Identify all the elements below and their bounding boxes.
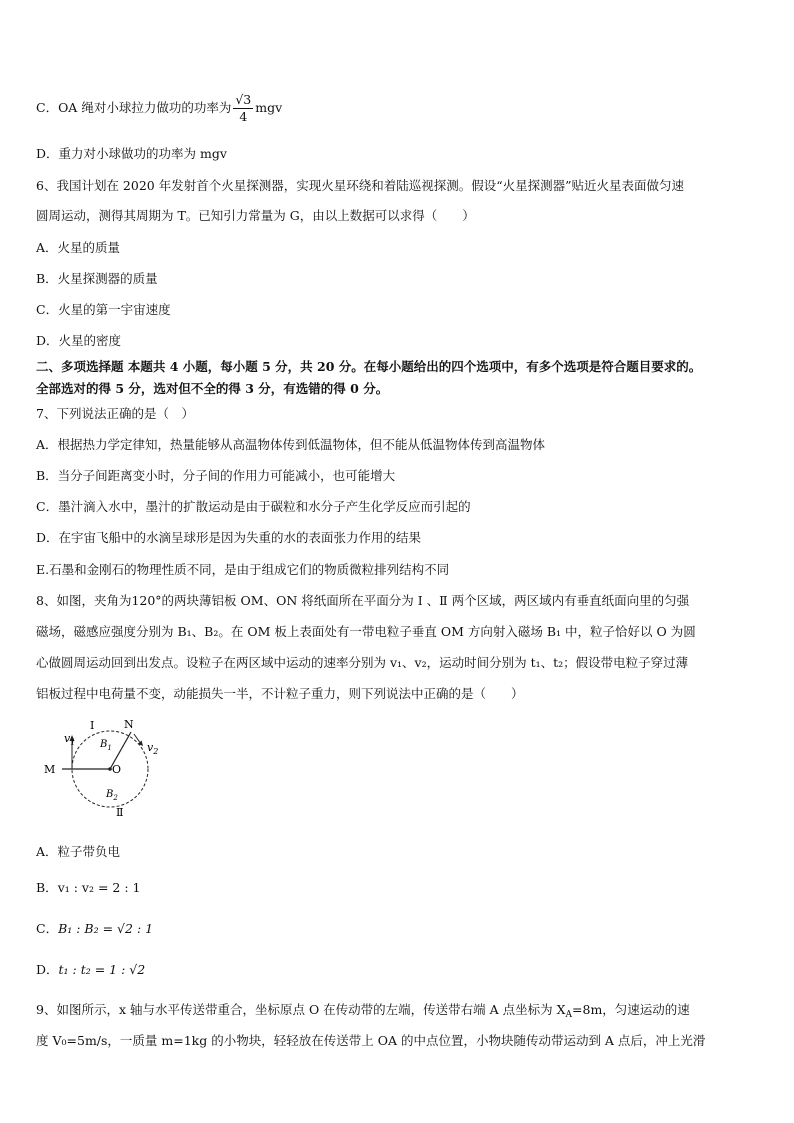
q5-option-c-suffix: mgv [255,100,283,115]
q8-option-a: A．粒子带负电 [36,844,121,859]
q8-option-c [36,921,153,937]
fraction-numerator: √3 [235,92,252,107]
region-i-label: Ⅰ [90,719,95,732]
q8-stem-line4: 铝板过程中电荷量不变，动能损失一半，不计粒子重力，则下列说法中正确的是（ ） [36,686,524,701]
q5-option-c-fraction [233,92,253,125]
option-b-formula: v₁ : v₂ = 2 : 1 [57,880,141,895]
v2-label: $v_2$ [147,741,159,756]
fraction-denominator: 4 [239,109,248,124]
q7-stem: 7、下列说法正确的是（ ） [36,406,194,421]
q5-option-d: D．重力对小球做功的功率为 mgv [36,146,227,161]
q7-option-e: E.石墨和金刚石的物理性质不同，是由于组成它们的物质微粒排列结构不同 [36,562,450,577]
q6-option-d: D．火星的密度 [36,333,122,348]
q9-stem-line1-rest: =8m，匀速运动的速 [572,1002,690,1017]
v1-label: $v_1$ [64,732,76,747]
q5-option-c [36,92,282,125]
q6-option-c: C．火星的第一宇宙速度 [36,302,171,317]
q8-stem-line2: 磁场，磁感应强度分别为 B₁、B₂。在 OM 板上表面处有一带电粒子垂直 OM 方向射入磁场 B₁ 中，粒子恰好以 O 为圆 [36,624,696,639]
origin-o-label: O [112,763,122,776]
plate-m-label: M [44,763,56,776]
option-c-prefix: C． [36,921,59,936]
q6-stem-line2: 圆周运动，测得其周期为 T。已知引力常量为 G，由以上数据可以求得（ ） [36,208,475,223]
q6-stem-line1: 6、我国计划在 2020 年发射首个火星探测器，实现火星环绕和着陆巡视探测。假设“火星探测器”贴近火星表面做匀速 [36,178,684,193]
q8-option-b [36,880,140,896]
region-ii-label: Ⅱ [116,806,124,819]
section2-line1: 二、多项选择题 本题共 4 小题，每小题 5 分，共 20 分。在每小题给出的四个选项中，有多个选项是符合题目要求的。 [36,359,702,374]
option-b-prefix: B． [36,880,58,895]
section2-line2: 全部选对的得 5 分，选对但不全的得 3 分，有选错的得 0 分。 [36,381,389,396]
q9-stem-line2: 度 V₀=5m/s，一质量 m=1kg 的小物块，轻轻放在传送带上 OA 的中点位置，小物块随传动带运动到 A 点后，冲上光滑 [36,1033,706,1048]
q8-stem-line1: 8、如图，夹角为120°的两块薄铝板 OM、ON 将纸面所在平面分为 Ⅰ 、Ⅱ 两个区域，两区域内有垂直纸面向里的匀强 [36,593,690,608]
q7-option-a: A．根据热力学定律知，热量能够从高温物体传到低温物体，但不能从低温物体传到高温物体 [36,437,546,452]
q8-magnetic-field-figure [40,712,170,822]
q7-option-b: B．当分子间距离变小时，分子间的作用力可能减小，也可能增大 [36,468,396,483]
option-d-prefix: D． [36,962,59,977]
b2-label: $B_2$ [106,789,118,802]
option-d-formula: t₁ : t₂ = 1 : √2 [58,962,146,977]
q8-stem-line3: 心做圆周运动回到出发点。设粒子在两区域中运动的速率分别为 v₁、v₂，运动时间分别为 t₁、t₂；假设带电粒子穿过薄 [36,655,689,670]
b1-label: $B_1$ [100,739,112,752]
q7-option-c: C．墨汁滴入水中，墨汁的扩散运动是由于碳粒和水分子产生化学反应而引起的 [36,499,471,514]
q8-option-d [36,962,145,978]
q9-xa-subscript: A [565,1010,573,1020]
q7-option-d: D．在宇宙飞船中的水滴呈球形是因为失重的水的表面张力作用的结果 [36,530,422,545]
q9-stem-line1-text: 9、如图所示，x 轴与水平传送带重合，坐标原点 O 在传动带的左端，传送带右端 A 点坐标为 X [36,1002,566,1017]
plate-n-label: N [124,718,134,731]
option-c-formula: B₁ : B₂ = √2 : 1 [58,921,154,936]
q6-option-b: B．火星探测器的质量 [36,271,158,286]
q5-option-c-text: C．OA 绳对小球拉力做功的功率为 [36,100,232,115]
q9-stem-line1 [36,1002,690,1023]
q6-option-a: A．火星的质量 [36,240,121,255]
